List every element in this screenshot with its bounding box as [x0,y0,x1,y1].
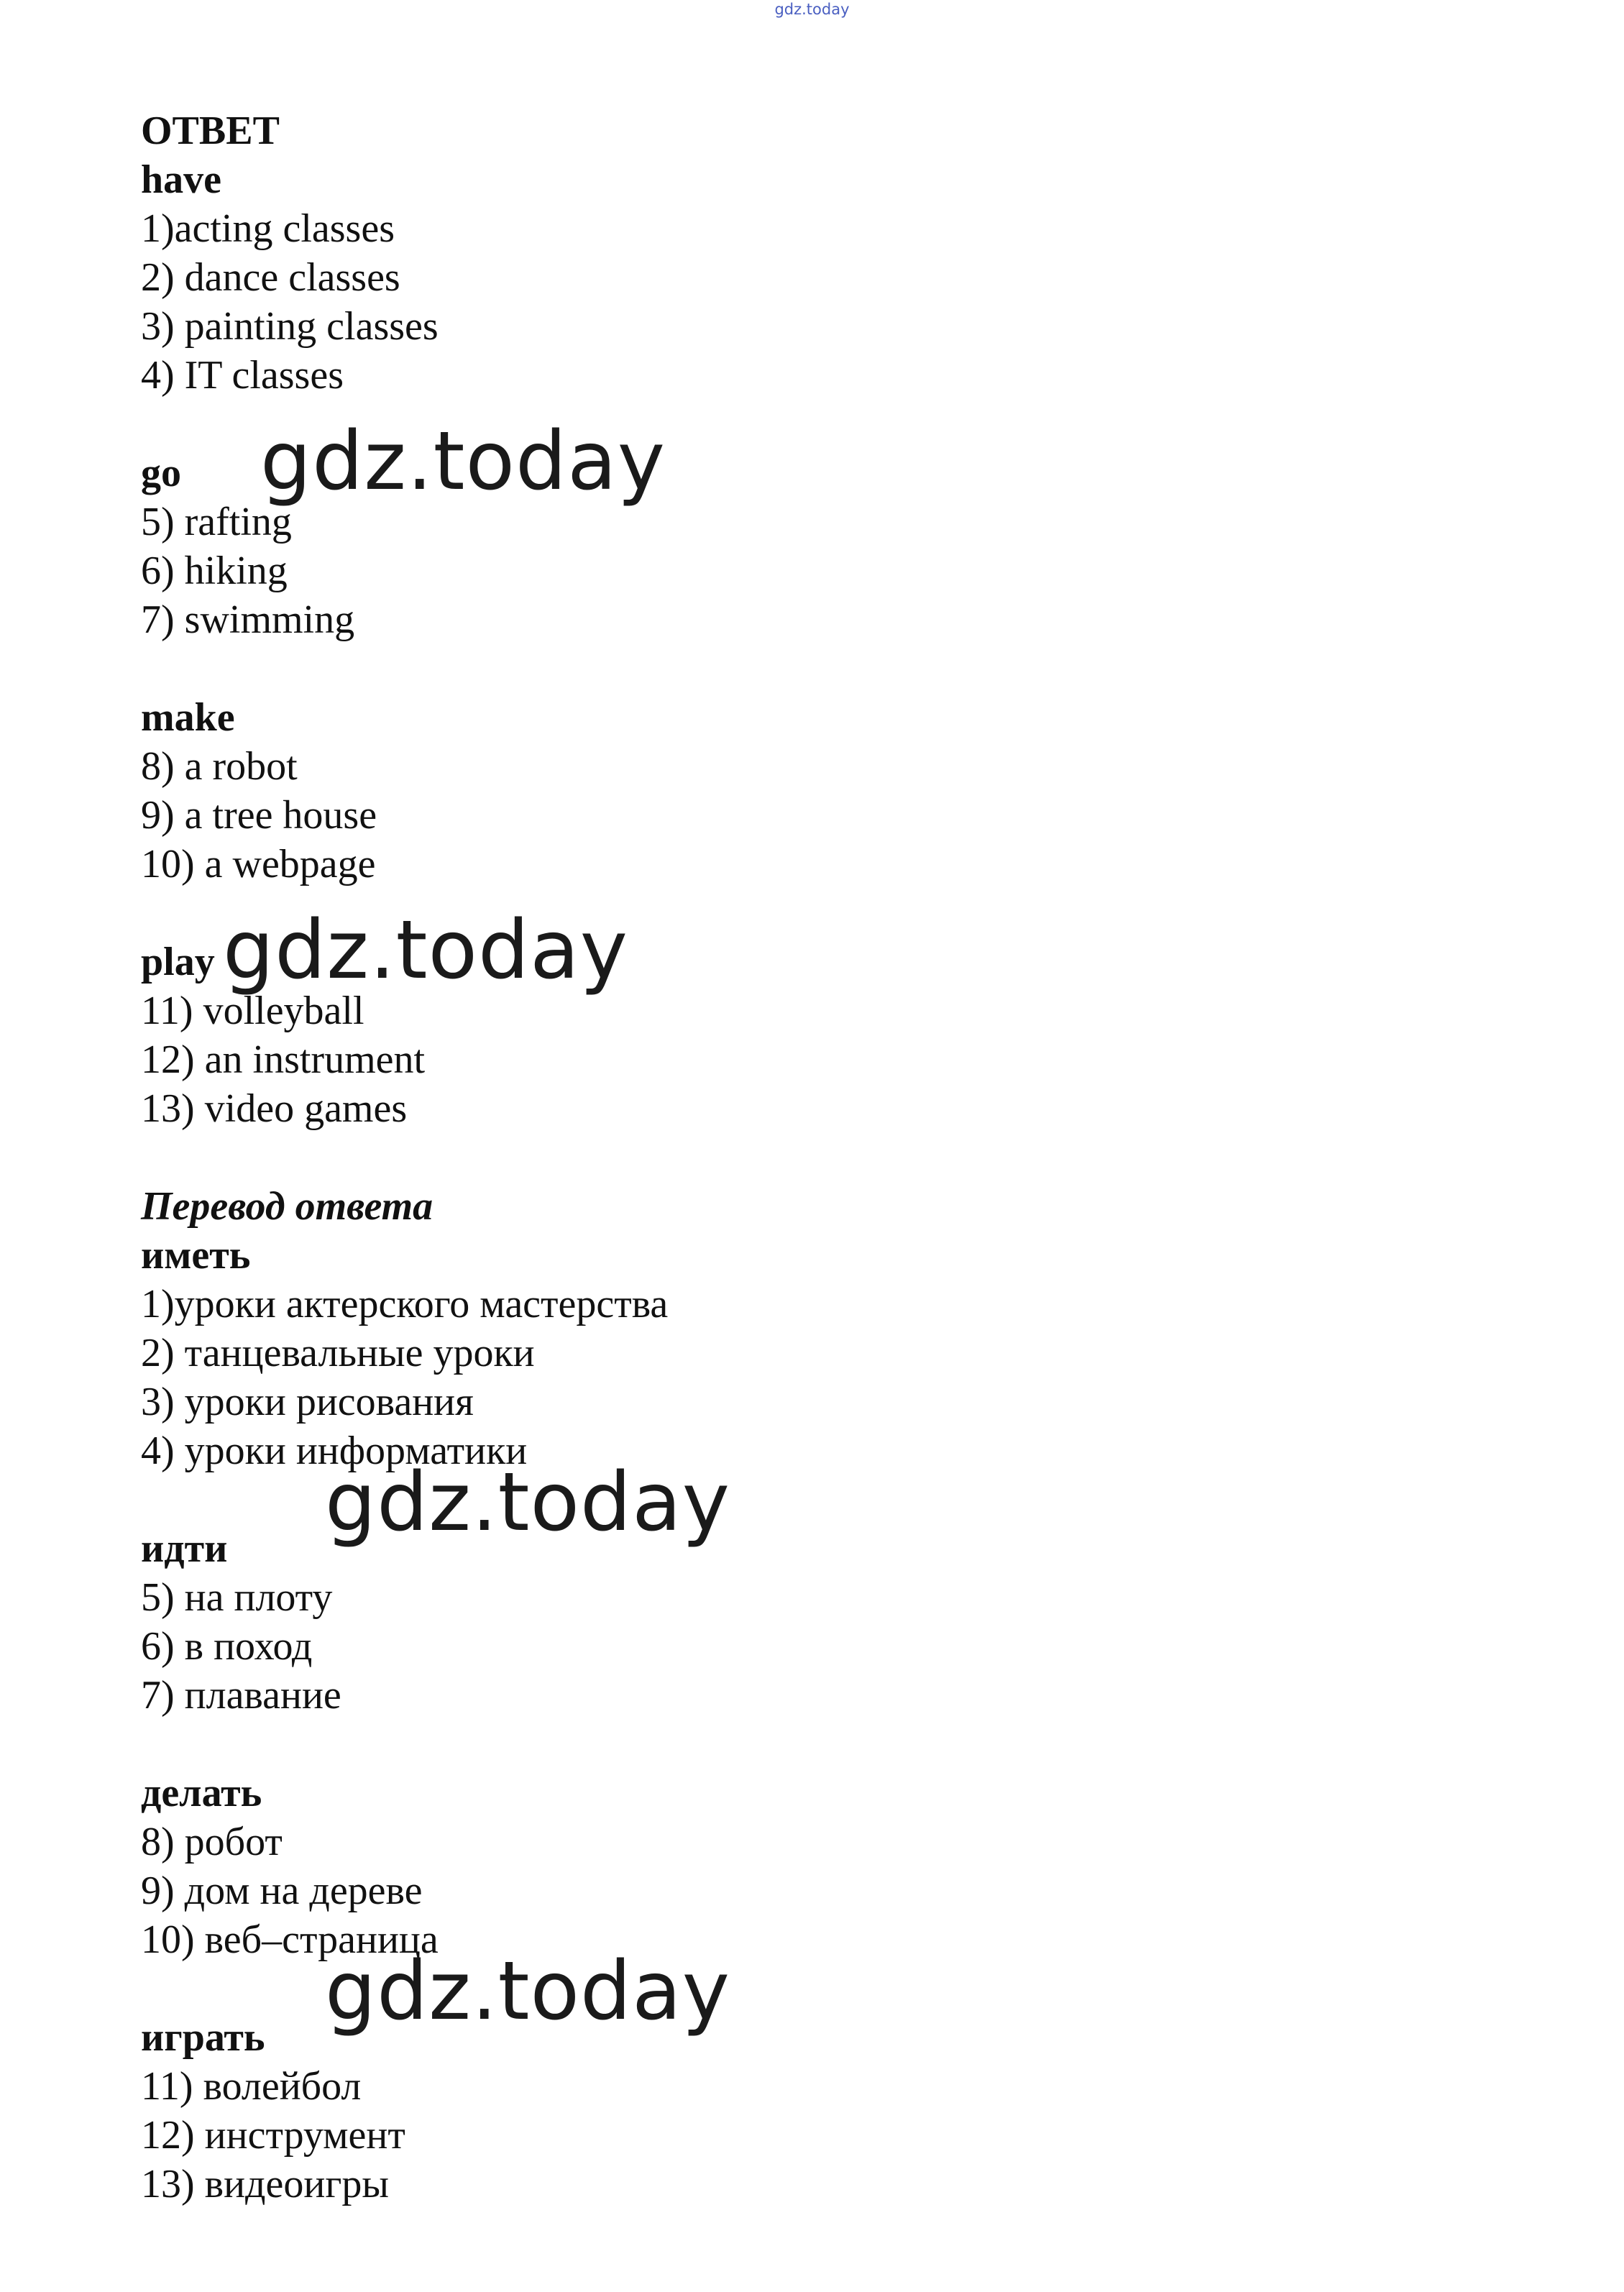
list-item: 13) видеоигры [141,2162,389,2206]
watermark: gdz.today [325,1456,731,1549]
list-item: 1)acting classes [141,206,395,251]
list-item: 10) a webpage [141,842,376,886]
section-label-go: go [141,451,181,495]
watermark: gdz.today [223,904,629,997]
translation-label-go: идти [141,1526,228,1571]
list-item: 7) плавание [141,1673,341,1718]
answer-heading: ОТВЕТ [141,109,280,153]
list-item: 13) video games [141,1086,408,1131]
watermark: gdz.today [260,415,666,508]
translation-label-play: играть [141,2015,265,2060]
section-label-play: play [141,940,215,984]
translation-label-have: иметь [141,1233,251,1278]
list-item: 8) робот [141,1820,283,1864]
section-label-have: have [141,157,221,202]
translation-label-make: делать [141,1771,262,1815]
list-item: 5) на плоту [141,1575,333,1620]
list-item: 12) an instrument [141,1037,426,1082]
list-item: 10) веб–страница [141,1917,439,1962]
list-item: 1)уроки актерского мастерства [141,1282,669,1326]
list-item: 2) танцевальные уроки [141,1331,535,1375]
translation-heading: Перевод ответа [141,1184,433,1229]
list-item: 5) rafting [141,500,292,544]
list-item: 2) dance classes [141,255,400,300]
list-item: 7) swimming [141,597,355,642]
list-item: 9) дом на дереве [141,1869,423,1913]
list-item: 3) уроки рисования [141,1380,474,1424]
list-item: 4) уроки информатики [141,1429,528,1473]
list-item: 11) волейбол [141,2064,362,2109]
top-watermark: gdz.today [774,1,850,18]
list-item: 8) a robot [141,744,298,789]
list-item: 3) painting classes [141,304,439,349]
list-item: 6) в поход [141,1624,313,1669]
list-item: 6) hiking [141,549,288,593]
watermark: gdz.today [325,1945,731,2038]
list-item: 9) a tree house [141,793,377,838]
section-label-make: make [141,695,235,740]
list-item: 11) volleyball [141,989,364,1033]
list-item: 4) IT classes [141,353,344,398]
list-item: 12) инструмент [141,2113,405,2158]
